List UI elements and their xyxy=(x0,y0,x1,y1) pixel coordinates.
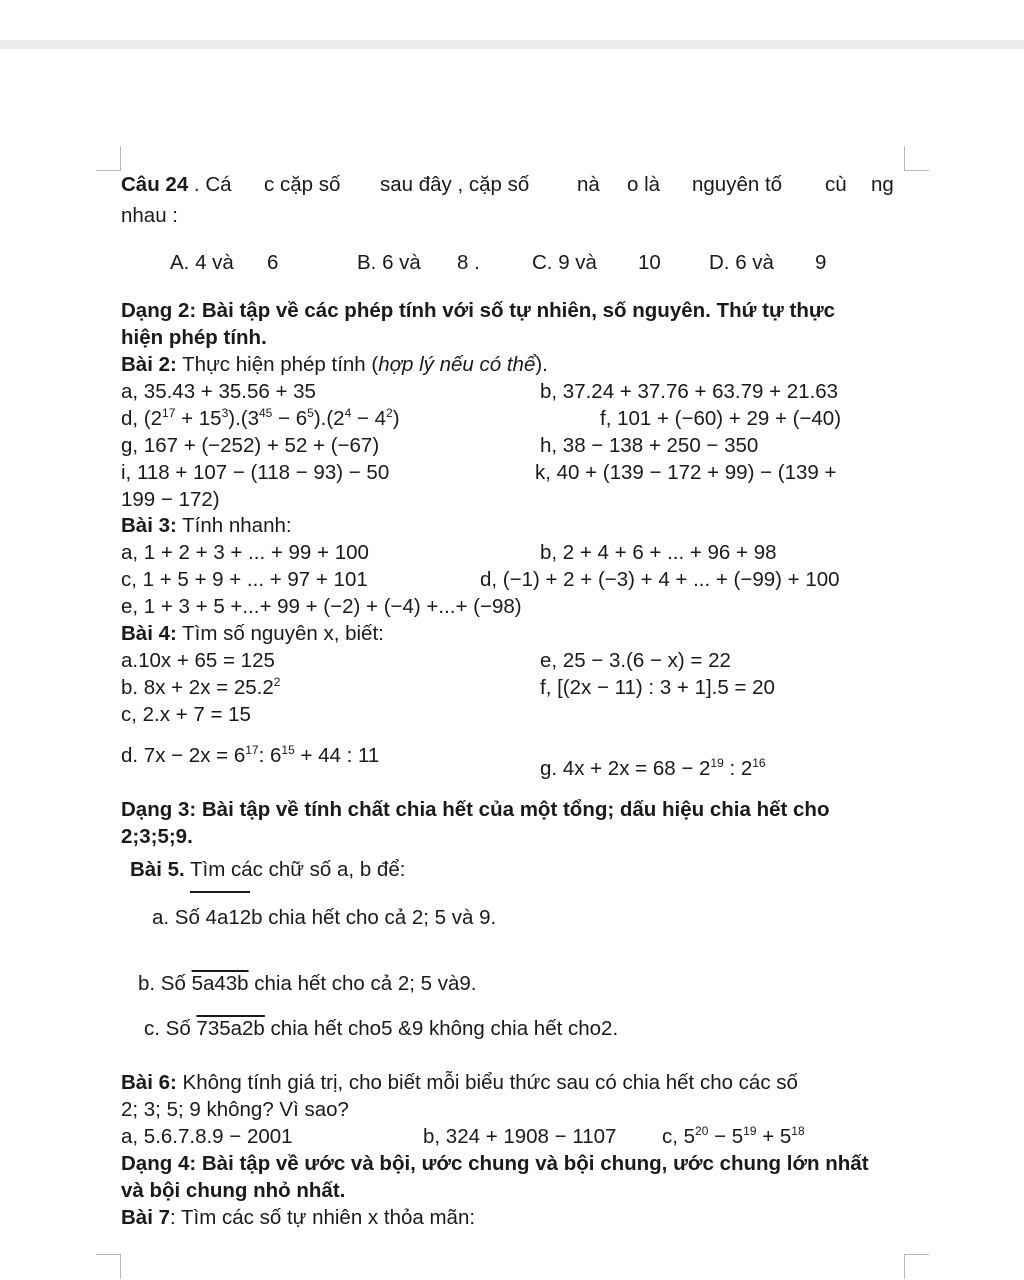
exercise-4-d: d. $7x - 2x = 6^{17}$: $6^{15} + 44$ : 11 xyxy=(121,743,380,767)
question-24-seg: c cặp số xyxy=(264,173,341,196)
exercise-4-g: g. $4x + 2x = 68 - 2^{19}$ : $2^{16}$ xyxy=(540,756,766,780)
exercise-4-b: b. $8x + 2x = 25.2^2$ xyxy=(121,675,281,699)
option-c: C. 9 và xyxy=(532,251,597,274)
exercise-5-b: b. Số 5a43b chia hết cho cả 2; 5 và9. xyxy=(138,972,477,995)
exercise-5-a: a. Số 4a12b chia hết cho cả 2; 5 và 9. xyxy=(152,906,497,929)
exercise-5-title: Bài 5. Tìm các chữ số a, b để: xyxy=(130,858,406,881)
overline-mark xyxy=(190,891,250,893)
exercise-2-b: b, 37.24 + 37.76 + 63.79 + 21.63 xyxy=(540,380,839,403)
exercise-6-c: c, $5^{20} - 5^{19} + 5^{18}$ xyxy=(662,1124,805,1148)
exercise-6-a: a, 5.6.7.8.9 − 2001 xyxy=(121,1125,293,1148)
exercise-6-title: Bài 6: Không tính giá trị, cho biết mỗi biểu thức sau có chia hết cho các số xyxy=(121,1071,798,1094)
exercise-2-d: d, $(2^{17} + 15^3).(3^{45} - 6^5).(2^4 - 4^2)$ xyxy=(121,406,400,430)
option-a-value: 6 xyxy=(267,251,279,274)
exercise-2-g: g, 167 + (−252) + 52 + (−67) xyxy=(121,434,380,457)
exercise-3-c: c, 1 + 5 + 9 + ... + 97 + 101 xyxy=(121,568,368,591)
top-scroll-bar xyxy=(0,40,1024,49)
question-24-line1: Câu 24 . Cá xyxy=(121,173,232,196)
exercise-4-e: e, 25 − 3.(6 − x) = 22 xyxy=(540,649,731,672)
section-heading-dang2: Dạng 2: Bài tập về các phép tính với số tự nhiên, số nguyên. Thứ tự thực xyxy=(121,299,836,322)
margin-mark-top-left xyxy=(96,146,121,171)
exercise-6-cont: 2; 3; 5; 9 không? Vì sao? xyxy=(121,1098,349,1121)
option-d: D. 6 và xyxy=(709,251,774,274)
exercise-4-a: a.10x + 65 = 125 xyxy=(121,649,275,672)
margin-mark-bottom-left xyxy=(96,1254,121,1279)
question-24-seg: nguyên tố xyxy=(692,173,783,196)
exercise-3-b: b, 2 + 4 + 6 + ... + 96 + 98 xyxy=(540,541,777,564)
exercise-4-title: Bài 4: Tìm số nguyên x, biết: xyxy=(121,622,384,645)
question-24-seg: cù xyxy=(825,173,847,196)
exercise-7-title: Bài 7: Tìm các số tự nhiên x thỏa mãn: xyxy=(121,1206,476,1229)
exercise-6-b: b, 324 + 1908 − 1107 xyxy=(423,1125,617,1148)
question-24-seg: sau đây , cặp số xyxy=(380,173,530,196)
section-heading-dang3: Dạng 3: Bài tập về tính chất chia hết của một tổng; dấu hiệu chia hết cho xyxy=(121,798,830,821)
section-heading-dang4-cont: và bội chung nhỏ nhất. xyxy=(121,1179,346,1202)
section-heading-dang2-cont: hiện phép tính. xyxy=(121,326,267,349)
exercise-2-h: h, 38 − 138 + 250 − 350 xyxy=(540,434,759,457)
exercise-2-title: Bài 2: Thực hiện phép tính (hợp lý nếu có thể). xyxy=(121,353,548,376)
option-c-value: 10 xyxy=(638,251,661,274)
exercise-3-e: e, 1 + 3 + 5 +...+ 99 + (−2) + (−4) +...+ (−98) xyxy=(121,595,522,618)
question-24-seg: o là xyxy=(627,173,661,196)
section-heading-dang4: Dạng 4: Bài tập về ước và bội, ước chung và bội chung, ước chung lớn nhất xyxy=(121,1152,869,1175)
exercise-2-i: i, 118 + 107 − (118 − 93) − 50 xyxy=(121,461,390,484)
exercise-2-k-cont: 199 − 172) xyxy=(121,488,220,511)
exercise-3-d: d, (−1) + 2 + (−3) + 4 + ... + (−99) + 100 xyxy=(480,568,840,591)
exercise-3-a: a, 1 + 2 + 3 + ... + 99 + 100 xyxy=(121,541,369,564)
option-b-value: 8 . xyxy=(457,251,480,274)
exercise-4-c: c, 2.x + 7 = 15 xyxy=(121,703,251,726)
margin-mark-bottom-right xyxy=(904,1254,929,1279)
exercise-3-title: Bài 3: Tính nhanh: xyxy=(121,514,292,537)
question-24-seg: ng xyxy=(871,173,894,196)
exercise-4-f: f, [(2x − 11) : 3 + 1].5 = 20 xyxy=(540,676,775,699)
option-d-value: 9 xyxy=(815,251,827,274)
margin-mark-top-right xyxy=(904,146,929,171)
exercise-5-c: c. Số 735a2b chia hết cho5 &9 không chia hết cho2. xyxy=(144,1017,619,1040)
exercise-2-f: f, 101 + (−60) + 29 + (−40) xyxy=(600,407,842,430)
question-24-line2: nhau : xyxy=(121,204,178,227)
question-24-seg: nà xyxy=(577,173,600,196)
exercise-2-k: k, 40 + (139 − 172 + 99) − (139 + xyxy=(535,461,837,484)
option-a: A. 4 và xyxy=(170,251,234,274)
option-b: B. 6 và xyxy=(357,251,421,274)
exercise-2-a: a, 35.43 + 35.56 + 35 xyxy=(121,380,316,403)
section-heading-dang3-cont: 2;3;5;9. xyxy=(121,825,193,848)
